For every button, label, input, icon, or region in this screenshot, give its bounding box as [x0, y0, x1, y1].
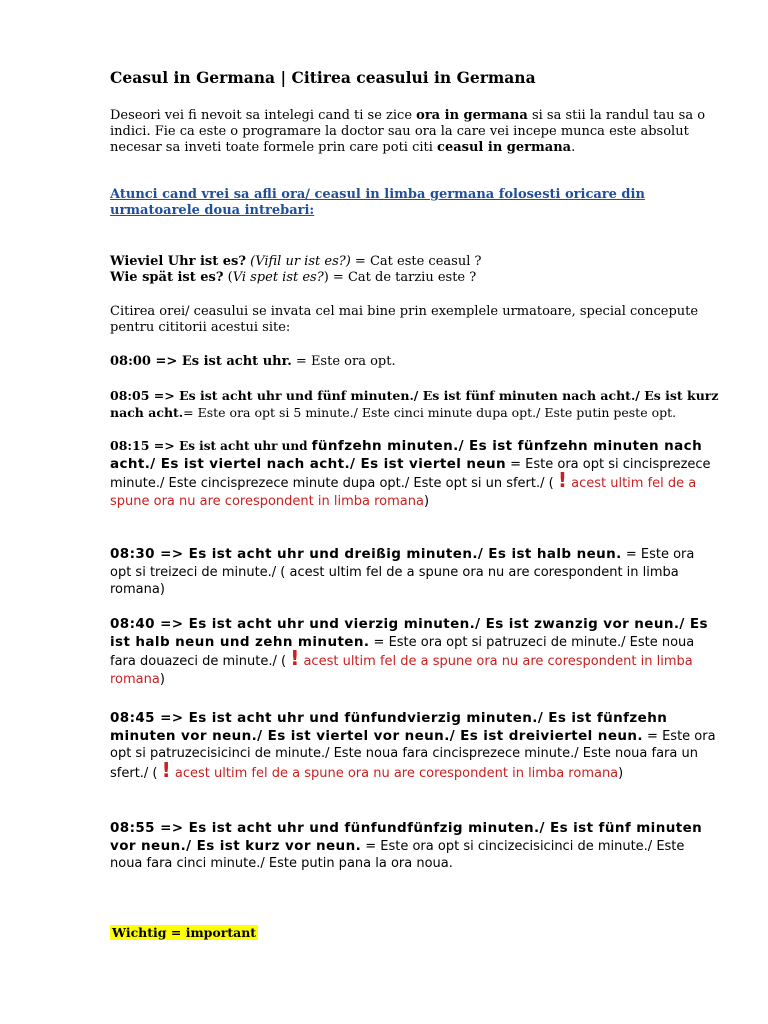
- red-note: acest ultim fel de a spune ora nu are corespondent in limba romana: [110, 476, 697, 509]
- example-german: Es ist acht uhr und fünf minuten./ Es ist fünf minuten nach acht./ Es ist kurz nach acht.: [110, 388, 719, 420]
- wichtig-note: [110, 922, 720, 941]
- example-0805: 08:05 => Es ist acht uhr und fünf minuten./ Es ist fünf minuten nach acht./ Es ist kurz nach acht.= Este ora opt si 5 minute./ Este cinci minute dupa opt./ Este putin peste opt.: [110, 388, 719, 420]
- intro-text: si sa stii la randul tau sa o indici. Fie ca este o programare la doctor sau ora la care vei incepe munca este absolut necesar sa inveti toate formele prin care poti citi: [110, 108, 706, 155]
- example-0830: [110, 546, 716, 599]
- questions-link-paragraph: [110, 187, 700, 219]
- example-romanian: = Este ora opt.: [291, 354, 396, 369]
- exclamation-icon: !: [290, 646, 300, 670]
- questions-link[interactable]: Atunci cand vrei sa afli ora/ ceasul in limba germana folosesti oricare din urmatoarele doua intrebari:: [110, 187, 645, 218]
- reading-intro: Citirea orei/ ceasului se invata cel mai bine prin exemplele urmatoare, special concepute pentru cititorii acestui site:: [110, 304, 699, 335]
- question-romanian: = Cat de tarziu este ?: [328, 270, 477, 285]
- example-time: 08:05: [110, 388, 150, 403]
- example-romanian: = Este ora opt si treizeci de minute./ ( acest ultim fel de a spune ora nu are corespondent in limba romana): [110, 547, 695, 597]
- intro-text: .: [571, 140, 576, 155]
- example-german: Es ist acht uhr und: [179, 439, 308, 453]
- example-german: Es ist acht uhr.: [181, 354, 292, 369]
- intro-bold: ceasul in germana: [437, 140, 572, 155]
- intro-bold: ora in germana: [416, 108, 528, 123]
- example-romanian: = Este ora opt si cincisprezece minute./ Este cincisprezece minute dupa opt./ Este opt si un sfert./ (: [110, 456, 711, 491]
- example-romanian: = Este ora opt si cincizecisicinci de minute./ Este noua fara cinci minute./ Este putin pana la ora noua.: [110, 838, 685, 871]
- example-german: 08:40 => Es ist acht uhr und vierzig minuten./ Es ist zwanzig vor neun./ Es ist halb neun und zehn minuten.: [110, 616, 708, 650]
- example-0815: 08:15 => Es ist acht uhr und fünfzehn minuten./ Es ist fünfzehn minuten nach acht./ Es ist viertel nach acht./ Es ist viertel neun = Este ora opt si cincisprezece minute./ Este cincisprezece minute dupa opt./ Este opt si un sfert./ ( ! acest ultim fel de a spune ora nu are corespondent in limba romana): [110, 438, 711, 509]
- example-german: fünfzehn minuten./ Es ist fünfzehn minuten nach acht./ Es ist viertel nach acht./ Es ist viertel neun: [110, 438, 703, 472]
- question-pronunciation: Vi spet ist es?: [232, 270, 324, 285]
- page-title: Ceasul in Germana | Citirea ceasului in Germana: [110, 68, 536, 87]
- example-german: 08:30 => Es ist acht uhr und dreißig minuten./ Es ist halb neun.: [110, 546, 622, 562]
- intro-text: Deseori vei fi nevoit sa intelegi cand ti se zice: [110, 108, 417, 123]
- question-german: Wieviel Uhr ist es?: [110, 254, 246, 269]
- intro-paragraph: [110, 108, 720, 156]
- example-0840: 08:40 => Es ist acht uhr und vierzig minuten./ Es ist zwanzig vor neun./ Es ist halb neun und zehn minuten. = Este ora opt si patruzeci de minute./ Este noua fara douazeci de minute./ ( ! acest ultim fel de a spune ora nu are corespondent in limba romana): [110, 616, 708, 687]
- example-german: 08:45 => Es ist acht uhr und fünfundvierzig minuten./ Es ist fünfzehn minuten vor neun./ Es ist viertel vor neun./ Es ist dreiviertel neun.: [110, 710, 668, 744]
- question-line: Wie spät ist es? (Vi spet ist es?) = Cat de tarziu este ?: [110, 270, 477, 285]
- exclamation-icon: !: [557, 468, 567, 492]
- question-line: Wieviel Uhr ist es? (Vifil ur ist es?) = Cat este ceasul ?: [110, 254, 482, 269]
- red-note: acest ultim fel de a spune ora nu are corespondent in limba romana: [174, 765, 619, 781]
- exclamation-icon: !: [161, 757, 171, 782]
- question-romanian: = Cat este ceasul ?: [350, 254, 482, 269]
- example-time: 08:00: [110, 354, 151, 369]
- example-0845: 08:45 => Es ist acht uhr und fünfundvierzig minuten./ Es ist fünfzehn minuten vor neun./ Es ist viertel vor neun./ Es ist dreiviertel neun. = Este ora opt si patruzecisicinci de minute./ Este noua fara cincisprezece minute./ Este noua fara un sfert./ ( ! acest ultim fel de a spune ora nu are corespondent in limba romana): [110, 710, 716, 782]
- example-0855: [110, 820, 716, 873]
- question-german: Wie spät ist es?: [110, 270, 224, 285]
- example-romanian: = Este ora opt si patruzeci de minute./ Este noua fara douazeci de minute./ (: [110, 634, 695, 669]
- red-note: acest ultim fel de a spune ora nu are corespondent in limba romana: [110, 654, 693, 687]
- example-0800: 08:00 => Es ist acht uhr. = Este ora opt.: [110, 354, 396, 369]
- example-german: 08:55 => Es ist acht uhr und fünfundfünfzig minuten./ Es ist fünf minuten vor neun./ Es ist kurz vor neun.: [110, 820, 703, 854]
- wichtig-highlight: Wichtig = important: [112, 925, 257, 940]
- question-pronunciation: Vifil ur ist es?: [255, 254, 346, 269]
- question-list: [110, 254, 720, 286]
- example-time: 08:15: [110, 438, 150, 453]
- example-romanian: = Este ora opt si patruzecisicinci de minute./ Este noua fara cincisprezece minute./ Este noua fara un sfert./ (: [110, 728, 716, 781]
- example-romanian: = Este ora opt si 5 minute./ Este cinci minute dupa opt./ Este putin peste opt.: [183, 405, 677, 420]
